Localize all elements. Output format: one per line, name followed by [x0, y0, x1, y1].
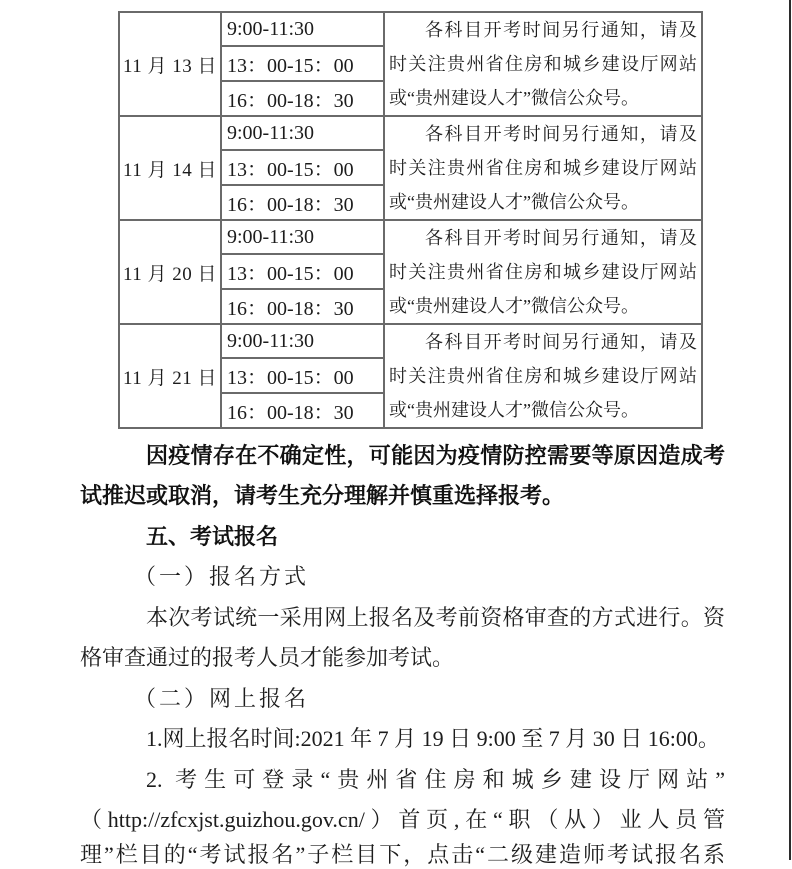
- time-cell: 16：00-18：30: [221, 393, 384, 428]
- note-line: 或“贵州建设人才”微信公众号。: [389, 400, 639, 420]
- note-line: 时关注贵州省住房和城乡建设厅网站: [389, 54, 697, 74]
- time-cell: 16：00-18：30: [221, 81, 384, 116]
- note-line: 各科目开考时间另行通知，请及: [425, 20, 697, 40]
- note-cell: [384, 220, 702, 324]
- time-cell: 16：00-18：30: [221, 185, 384, 220]
- online-time-line: 1.网上报名时间:2021 年 7 月 19 日 9:00 至 7 月 30 日 16:00。: [146, 726, 720, 751]
- note-cell: [384, 12, 702, 116]
- time-cell: 13：00-15：00: [221, 254, 384, 289]
- time-cell: 16：00-18：30: [221, 289, 384, 324]
- subsection-heading-method: （一）报名方式: [134, 564, 310, 589]
- date-cell: 11 月 14 日: [119, 116, 221, 220]
- date-cell: 11 月 13 日: [119, 12, 221, 116]
- note-cell: [384, 324, 702, 428]
- subsection-heading-online: （二）网上报名: [134, 686, 310, 711]
- date-cell: 11 月 21 日: [119, 324, 221, 428]
- note-line: 各科目开考时间另行通知，请及: [425, 228, 697, 248]
- table-row: [119, 116, 702, 150]
- time-cell: 13：00-15：00: [221, 46, 384, 81]
- method-paragraph-line-1: 本次考试统一采用网上报名及考前资格审查的方式进行。资: [146, 605, 725, 630]
- table-row: [119, 12, 702, 46]
- covid-notice-line-2: 试推迟或取消，请考生充分理解并慎重选择报考。: [80, 483, 565, 508]
- table-row: [119, 324, 702, 358]
- section-heading-registration: 五、考试报名: [146, 524, 279, 549]
- time-cell: 9:00-11:30: [221, 116, 384, 150]
- time-cell: 9:00-11:30: [221, 324, 384, 358]
- covid-notice-line-1: 因疫情存在不确定性，可能因为疫情防控需要等原因造成考: [146, 443, 725, 468]
- note-line: 时关注贵州省住房和城乡建设厅网站: [389, 262, 697, 282]
- note-line: 各科目开考时间另行通知，请及: [425, 332, 697, 352]
- note-line: 时关注贵州省住房和城乡建设厅网站: [389, 158, 697, 178]
- date-cell: 11 月 20 日: [119, 220, 221, 324]
- note-line: 时关注贵州省住房和城乡建设厅网站: [389, 366, 697, 386]
- time-cell: 9:00-11:30: [221, 220, 384, 254]
- login-instruction-line-1: 2. 考生可登录“贵州省住房和城乡建设厅网站”: [146, 767, 725, 792]
- page-right-edge-line: [789, 0, 791, 860]
- time-cell: 13：00-15：00: [221, 150, 384, 185]
- note-line: 各科目开考时间另行通知，请及: [425, 124, 697, 144]
- method-paragraph-line-2: 格审查通过的报考人员才能参加考试。: [80, 645, 455, 670]
- login-instruction-line-3: 理”栏目的“考试报名”子栏目下，点击“二级建造师考试报名系: [80, 842, 725, 867]
- note-line: 或“贵州建设人才”微信公众号。: [389, 88, 639, 108]
- note-cell: [384, 116, 702, 220]
- login-instruction-line-2: （http://zfcxjst.guizhou.gov.cn/）首页,在“职（从）业人员管: [80, 807, 725, 832]
- exam-schedule-table: [118, 11, 703, 429]
- time-cell: 13：00-15：00: [221, 358, 384, 393]
- time-cell: 9:00-11:30: [221, 12, 384, 46]
- table-row: [119, 220, 702, 254]
- note-line: 或“贵州建设人才”微信公众号。: [389, 296, 639, 316]
- note-line: 或“贵州建设人才”微信公众号。: [389, 192, 639, 212]
